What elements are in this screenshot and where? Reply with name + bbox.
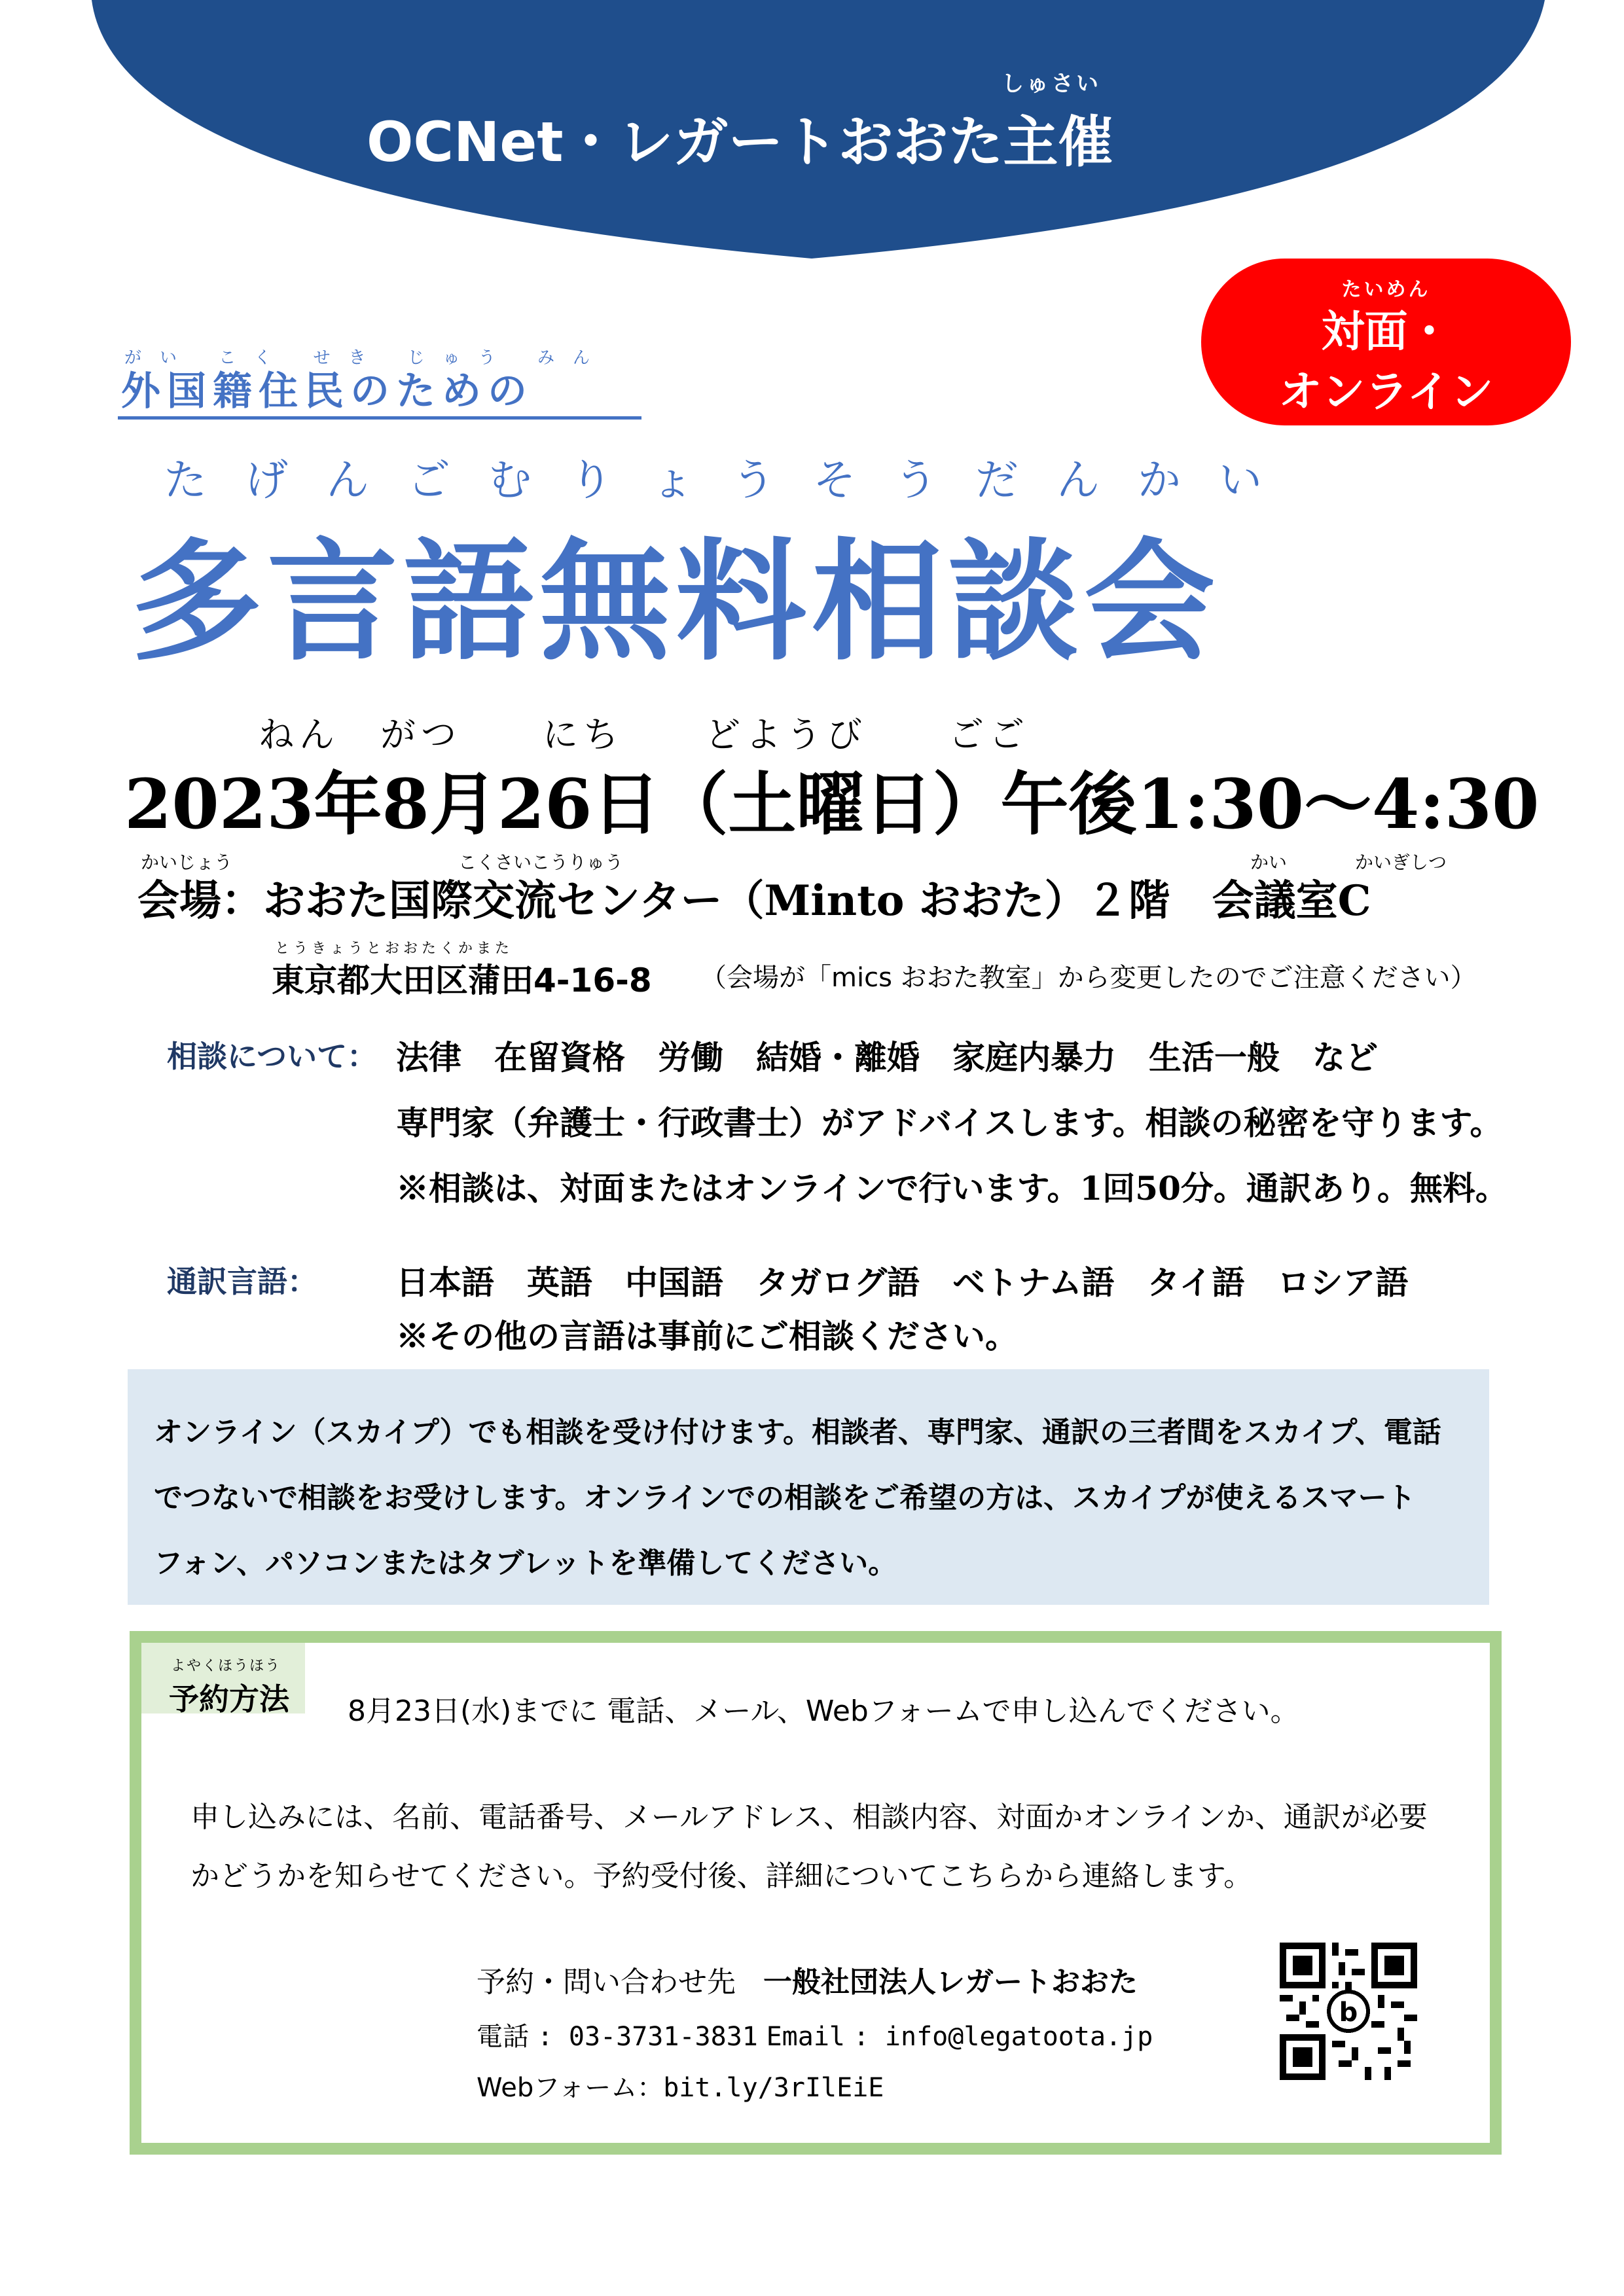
venue-ruby-4: かいぎしつ xyxy=(1355,852,1447,873)
title-ruby: たげんごむりょうそうだんかい xyxy=(164,455,1300,505)
address-ruby: とうきょうとおおたくかまた xyxy=(275,941,514,957)
venue: 会場：おおた国際交流センター（Minto おおた）２階 会議室C xyxy=(137,876,1371,925)
organizer-ruby: しゅさい xyxy=(1001,71,1101,97)
badge-ruby: たいめん xyxy=(1341,278,1431,301)
email-label: Email xyxy=(766,2022,846,2052)
reservation-tab xyxy=(141,1643,305,1717)
organizer-title: OCNet・レガートおおた主催 xyxy=(367,110,1113,174)
online-line-2: でつないで相談をお受けします。オンラインでの相談をご希望の方は、スカイプが使えるスマート xyxy=(154,1481,1416,1515)
consultation-mode-badge xyxy=(1201,259,1571,425)
main-title: 多言語無料相談会 xyxy=(131,526,1221,679)
venue-ruby-3: かい xyxy=(1250,852,1288,873)
about-label: 相談について： xyxy=(167,1039,378,1074)
for-residents-ruby: がい こく せき じゅう みん xyxy=(124,348,609,368)
consultation-topics: 法律 在留資格 労働 結婚・離婚 家庭内暴力 生活一般 など xyxy=(396,1038,1378,1077)
reservation-ruby: よやくほうほう xyxy=(171,1658,281,1674)
venue-ruby-1: かいじょう xyxy=(141,852,233,873)
consultation-note: ※相談は、対面またはオンラインで行います。1回50分。通訳あり。無料。 xyxy=(396,1169,1508,1208)
email-address[interactable]: info@legatoota.jp xyxy=(884,2022,1153,2052)
online-line-1: オンライン（スカイプ）でも相談を受け付けます。相談者、専門家、通訳の三者間をスカイプ、電話 xyxy=(154,1416,1441,1449)
for-residents-heading: 外国籍住民のための xyxy=(121,368,533,414)
online-line-3: フォン、パソコンまたはタブレットを準備してください。 xyxy=(154,1547,897,1580)
languages-list: 日本語 英語 中国語 タガログ語 ベトナム語 タイ語 ロシア語 xyxy=(396,1263,1409,1302)
phone-label: 電話 xyxy=(477,2022,529,2052)
reservation-info-2: かどうかを知らせてください。予約受付後、詳細についてこちらから連絡します。 xyxy=(190,1859,1253,1893)
web-form-row xyxy=(477,2067,884,2104)
contact-label: 予約・問い合わせ先 xyxy=(477,1965,736,1999)
consultation-advice: 専門家（弁護士・行政書士）がアドバイスします。相談の秘密を守ります。 xyxy=(396,1103,1503,1142)
phone-number[interactable]: 03-3731-3831 xyxy=(568,2022,758,2052)
languages-label: 通訳言語： xyxy=(167,1264,317,1299)
reservation-deadline: 8月23日(水)までに 電話、メール、Webフォームで申し込んでください。 xyxy=(348,1695,1299,1728)
badge-line-1: 対面・ xyxy=(1321,306,1451,357)
date-ruby: ねん がつ にち どようび ごご xyxy=(259,714,1030,755)
heading-underline xyxy=(118,416,641,420)
contact-organization: 一般社団法人レガートおおた xyxy=(763,1965,1138,1999)
phone-row: 電話 : 03-3731-3831 Email : info@legatoota.jp xyxy=(477,2022,1153,2052)
event-date: 2023年8月26日（土曜日）午後1:30～4:30 xyxy=(124,764,1540,844)
venue-address: 東京都大田区蒲田4-16-8 xyxy=(272,961,652,999)
badge-line-2: オンライン xyxy=(1278,367,1494,417)
online-info-box xyxy=(128,1369,1489,1605)
languages-note: ※その他の言語は事前にご相談ください。 xyxy=(396,1317,1018,1355)
venue-change-note: （会場が「mics おおた教室」から変更したのでご注意ください） xyxy=(700,963,1477,993)
svg-text:b: b xyxy=(1339,1998,1358,2028)
reservation-label: 予約方法 xyxy=(169,1681,289,1717)
venue-ruby-2: こくさいこうりゅう xyxy=(458,852,624,873)
web-form-link[interactable]: bit.ly/3rIlEiE xyxy=(663,2073,884,2103)
web-form-label: Webフォーム： xyxy=(477,2073,664,2103)
reservation-info-1: 申し込みには、名前、電話番号、メールアドレス、相談内容、対面かオンラインか、通訳が必要 xyxy=(190,1801,1428,1834)
qr-code-icon[interactable] xyxy=(1280,1943,1417,2080)
